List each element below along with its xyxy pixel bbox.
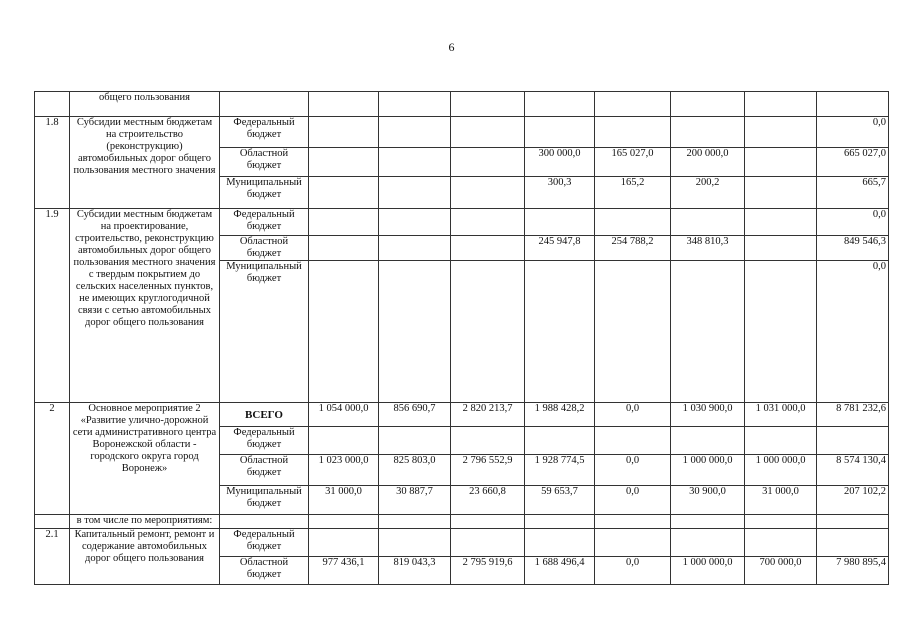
year-value: 200,2 [671, 177, 745, 209]
year-value [671, 92, 745, 117]
year-value [309, 92, 379, 117]
year-value [309, 209, 379, 236]
activity-name: Капитальный ремонт, ремонт и содержание автомобильных дорог общего пользования [70, 529, 220, 585]
year-value [595, 117, 671, 148]
year-value: 700 000,0 [745, 557, 817, 585]
total-value: 0,0 [817, 209, 889, 236]
year-value [451, 117, 525, 148]
year-value: 59 653,7 [525, 486, 595, 515]
year-value [451, 92, 525, 117]
total-value: 665,7 [817, 177, 889, 209]
year-value: 300,3 [525, 177, 595, 209]
year-value [671, 209, 745, 236]
year-value: 1 688 496,4 [525, 557, 595, 585]
year-value [595, 261, 671, 403]
year-value: 30 887,7 [379, 486, 451, 515]
year-value: 165,2 [595, 177, 671, 209]
total-value: 7 980 895,4 [817, 557, 889, 585]
year-value [671, 117, 745, 148]
year-value: 245 947,8 [525, 236, 595, 261]
year-value [379, 529, 451, 557]
year-value [745, 236, 817, 261]
year-value: 977 436,1 [309, 557, 379, 585]
year-value: 1 000 000,0 [671, 557, 745, 585]
year-value [379, 117, 451, 148]
year-value: 30 900,0 [671, 486, 745, 515]
year-value [671, 515, 745, 529]
page-number: 6 [448, 40, 455, 54]
year-value [595, 209, 671, 236]
table-row [35, 117, 889, 148]
year-value [379, 261, 451, 403]
year-value [745, 117, 817, 148]
year-value: 200 000,0 [671, 148, 745, 177]
year-value: 254 788,2 [595, 236, 671, 261]
total-value: 0,0 [817, 117, 889, 148]
year-value: 1 031 000,0 [745, 403, 817, 427]
total-value [817, 515, 889, 529]
year-value: 825 803,0 [379, 455, 451, 486]
funding-source: ВСЕГО [220, 403, 309, 427]
year-value: 300 000,0 [525, 148, 595, 177]
total-value: 207 102,2 [817, 486, 889, 515]
total-value [817, 427, 889, 455]
table-row [35, 92, 889, 117]
year-value: 23 660,8 [451, 486, 525, 515]
year-value [595, 515, 671, 529]
year-value [525, 209, 595, 236]
year-value [745, 427, 817, 455]
activity-name: общего пользования [70, 92, 220, 117]
year-value [595, 427, 671, 455]
row-number [35, 92, 70, 117]
table-row [35, 515, 889, 529]
funding-source: Областной бюджет [220, 557, 309, 585]
year-value [451, 515, 525, 529]
year-value [451, 209, 525, 236]
year-value [525, 261, 595, 403]
year-value [309, 117, 379, 148]
year-value: 2 795 919,6 [451, 557, 525, 585]
year-value [379, 92, 451, 117]
year-value [745, 529, 817, 557]
year-value [525, 92, 595, 117]
year-value: 856 690,7 [379, 403, 451, 427]
year-value [451, 261, 525, 403]
row-number [35, 515, 70, 529]
year-value [595, 92, 671, 117]
year-value [309, 177, 379, 209]
year-value [379, 427, 451, 455]
total-value: 665 027,0 [817, 148, 889, 177]
year-value [525, 515, 595, 529]
table-row [35, 209, 889, 236]
year-value [309, 427, 379, 455]
year-value [309, 148, 379, 177]
year-value [379, 177, 451, 209]
funding-source [220, 92, 309, 117]
year-value [379, 209, 451, 236]
total-value: 8 574 130,4 [817, 455, 889, 486]
funding-source: Федеральный бюджет [220, 209, 309, 236]
year-value [309, 515, 379, 529]
year-value [745, 515, 817, 529]
year-value [451, 236, 525, 261]
table-row [35, 529, 889, 557]
budget-table [34, 91, 889, 585]
year-value: 1 928 774,5 [525, 455, 595, 486]
row-number: 2.1 [35, 529, 70, 585]
year-value: 1 000 000,0 [671, 455, 745, 486]
activity-name: Субсидии местным бюджетам на проектирование, строительство, реконструкцию автомобильных дорог общего пользования местного значения с твердым покрытием до сельских населенных пунктов, не имеющих круглогодичной связи с сетью автомобильных дорог общего пользования [70, 209, 220, 403]
year-value [671, 529, 745, 557]
year-value: 2 820 213,7 [451, 403, 525, 427]
row-number: 1.9 [35, 209, 70, 403]
year-value: 348 810,3 [671, 236, 745, 261]
year-value: 31 000,0 [745, 486, 817, 515]
activity-name: в том числе по мероприятиям: [70, 515, 220, 529]
funding-source [220, 515, 309, 529]
year-value [451, 148, 525, 177]
year-value [451, 529, 525, 557]
year-value: 1 023 000,0 [309, 455, 379, 486]
year-value: 0,0 [595, 486, 671, 515]
year-value [595, 529, 671, 557]
year-value [451, 177, 525, 209]
year-value [671, 261, 745, 403]
total-value: 849 546,3 [817, 236, 889, 261]
funding-source: Муниципальный бюджет [220, 261, 309, 403]
funding-source: Областной бюджет [220, 455, 309, 486]
funding-source: Федеральный бюджет [220, 529, 309, 557]
year-value: 0,0 [595, 455, 671, 486]
year-value [745, 177, 817, 209]
activity-name: Субсидии местным бюджетам на строительство (реконструкцию) автомобильных дорог общего пользования местного значения [70, 117, 220, 209]
year-value [745, 148, 817, 177]
activity-name: Основное мероприятие 2 «Развитие улично-дорожной сети административного центра Воронежской области - городского округа город Воронеж» [70, 403, 220, 515]
year-value [745, 261, 817, 403]
funding-source: Областной бюджет [220, 236, 309, 261]
year-value: 165 027,0 [595, 148, 671, 177]
year-value [525, 117, 595, 148]
year-value [525, 427, 595, 455]
total-value: 0,0 [817, 261, 889, 403]
year-value [379, 236, 451, 261]
row-number: 2 [35, 403, 70, 515]
funding-source: Муниципальный бюджет [220, 486, 309, 515]
total-value [817, 529, 889, 557]
year-value: 1 030 900,0 [671, 403, 745, 427]
year-value [379, 515, 451, 529]
year-value [745, 92, 817, 117]
year-value: 819 043,3 [379, 557, 451, 585]
year-value: 1 988 428,2 [525, 403, 595, 427]
year-value [745, 209, 817, 236]
year-value [451, 427, 525, 455]
funding-source: Муниципальный бюджет [220, 177, 309, 209]
year-value: 0,0 [595, 403, 671, 427]
row-number: 1.8 [35, 117, 70, 209]
total-value [817, 92, 889, 117]
year-value: 1 000 000,0 [745, 455, 817, 486]
year-value [671, 427, 745, 455]
funding-source: Областной бюджет [220, 148, 309, 177]
year-value [309, 236, 379, 261]
year-value: 2 796 552,9 [451, 455, 525, 486]
year-value [525, 529, 595, 557]
funding-source: Федеральный бюджет [220, 117, 309, 148]
year-value [379, 148, 451, 177]
year-value [309, 261, 379, 403]
total-value: 8 781 232,6 [817, 403, 889, 427]
funding-source: Федеральный бюджет [220, 427, 309, 455]
year-value [309, 529, 379, 557]
table-row [35, 403, 889, 427]
year-value: 0,0 [595, 557, 671, 585]
year-value: 31 000,0 [309, 486, 379, 515]
year-value: 1 054 000,0 [309, 403, 379, 427]
